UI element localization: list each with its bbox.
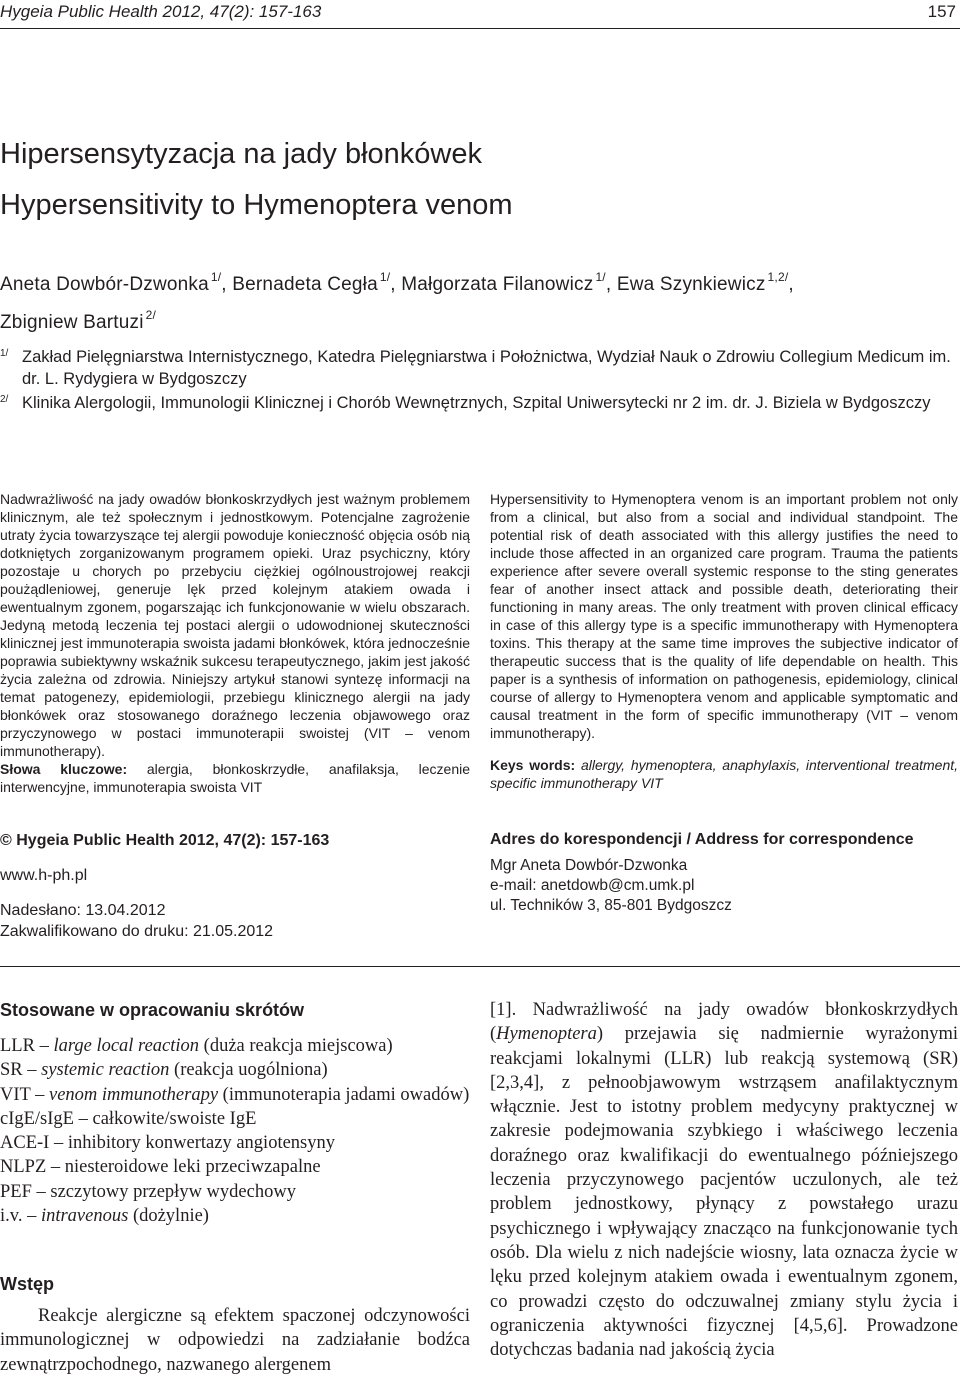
affiliation-text: Zakład Pielęgniarstwa Internistycznego, Katedra Pielęgniarstwa i Położnictwa, Wydział Nauk o Zdrowiu Collegium Medicum im. dr. L. Rydygiera w Bydgoszczy bbox=[22, 348, 951, 388]
correspondence-title: Adres do korespondencji / Address for correspondence bbox=[490, 831, 914, 848]
keywords-label: Keys words: bbox=[490, 757, 576, 773]
page-number: 157 bbox=[927, 2, 956, 21]
correspondence-email[interactable]: e-mail: anetdowb@cm.umk.pl bbox=[490, 877, 695, 894]
affiliation-2 bbox=[0, 392, 960, 414]
journal-website[interactable]: www.h-ph.pl bbox=[0, 867, 88, 884]
abbreviations-list bbox=[0, 1034, 470, 1228]
intro-text: Reakcje alergiczne są efektem spaczonej odczynowości immunologicznej w odpowiedzi na zadziałanie bodźca zewnątrzpochodnego, nazwanego alergenem bbox=[0, 1306, 470, 1375]
abstract-polish-text: Nadwrażliwość na jady owadów błonkoskrzydłych jest ważnym problemem klinicznym, ale też społecznym i jednostkowym. Potencjalne zagrożenie utraty życia towarzyszące tej alergii powoduje konieczność objęcia osób nią dotkniętych zorganizowanym programem opieki. Uraz psychiczny, który pozostaje u chorych po przebyciu ciężkiej ogólnoustrojowej reakcji poużądleniowej, generuje lęk przed kolejnym atakiem owada i ewentualnym zgonem, pogarszając ich funkcjonowanie w wielu obszarach. Jedyną metodą leczenia tej postaci alergii o udowodnionej skuteczności klinicznej jest immunoterapia swoista jadami błonkówek, która jednocześnie poprawia subiektywny wskaźnik sukcesu terapeutycznego, jakim jest jakość życia zależna od zdrowia. Niniejszy artykuł stanowi syntezę informacji na temat patogenezy, epidemiologii, przebiegu klinicznego alergii na jady błonkówek oraz stosowanego doraźnego leczenia objawowego oraz przyczynowego w postaci immunoterapii swoistej (VIT – venom immunotherapy). bbox=[0, 491, 470, 759]
keywords-polish bbox=[0, 760, 470, 796]
author-name: Małgorzata Filanowicz bbox=[401, 274, 594, 295]
affiliation-1 bbox=[0, 346, 960, 390]
article-title-polish: Hipersensytyzacja na jady błonkówek bbox=[0, 138, 482, 170]
body-text-right-column: [1]. Nadwrażliwość na jady owadów błonkoskrzydłych (Hymenoptera) przejawia się nadmiernie wyrażonymi reakcjami lokalnymi (LLR) lub reakcją systemową (SR) [2,3,4], z pełnoobjawowym wstrząsem anafilaktycznym włącznie. Jest to istotny problem medycyny praktycznej w zakresie podejmowania szybkiego i właściwego leczenia doraźnego oraz kwalifikacji do ewentualnego późniejszego leczenia przyczynowego pacjentów uczulonych, ale też problem jednostkowy, płynący z powstałego urazu psychicznego i wpływający znacząco na funkcjonowanie tych osób. Dla wielu z nich nadejście wiosny, lata oznacza życie w lęku przed kolejnym atakiem owada i ewentualnym zgonem, co prowadzi często do odczuwalnej zmiany stylu życia i ograniczenia aktywności fizycznej [4,5,6]. Prowadzone dotychczas badania nad jakością życia bbox=[490, 1000, 958, 1361]
keywords-label: Słowa kluczowe: bbox=[0, 761, 128, 777]
abbreviation-item: ACE-I – inhibitory konwertazy angiotensyny bbox=[0, 1133, 335, 1154]
abbreviation-item: SR – systemic reaction (reakcja uogólniona) bbox=[0, 1060, 328, 1081]
header-divider bbox=[0, 28, 960, 29]
correspondence-block bbox=[490, 830, 960, 916]
keywords-text: allergy, hymenoptera, anaphylaxis, interventional treatment, specific immunotherapy VIT bbox=[490, 757, 959, 791]
intro-heading: Wstęp bbox=[0, 1274, 54, 1294]
abbreviation-item: NLPZ – niesteroidowe leki przeciwzapalne bbox=[0, 1157, 321, 1178]
section-divider bbox=[0, 966, 960, 967]
author-name: Zbigniew Bartuzi bbox=[0, 312, 144, 333]
author-name: Ewa Szynkiewicz bbox=[616, 274, 766, 295]
affiliation-number: 2/ bbox=[0, 394, 9, 405]
abbreviation-item: LLR – large local reaction (duża reakcja miejscowa) bbox=[0, 1036, 393, 1056]
article-title-english: Hypersensitivity to Hymenoptera venom bbox=[0, 189, 513, 221]
correspondence-address: ul. Techników 3, 85-801 Bydgoszcz bbox=[490, 897, 732, 914]
abbreviations-title: Stosowane w opracowaniu skrótów bbox=[0, 1000, 305, 1020]
abbreviation-item: i.v. – intravenous (dożylnie) bbox=[0, 1206, 209, 1227]
submitted-date: Nadesłano: 13.04.2012 bbox=[0, 902, 166, 919]
author-list: Aneta Dowbór-Dzwonka $^{1/}$, Bernadeta Cegła $^{1/}$, Małgorzata Filanowicz $^{1/}$, Ewa Szynkiewicz $^{1,2/}$, Zbigniew Bartuzi $^{2/}$ bbox=[0, 270, 794, 333]
affiliation-text: Klinika Alergologii, Immunologii Klinicznej i Chorób Wewnętrznych, Szpital Uniwersytecki nr 2 im. dr. J. Biziela w Bydgoszczy bbox=[22, 394, 931, 412]
citation-journal: Hygeia Public Health 2012, 47(2): 157-163 bbox=[16, 832, 330, 849]
abstract-english-text: Hypersensitivity to Hymenoptera venom is an important problem not only from a clinical, but also from a social and individual standpoint. The potential risk of death associated with this allergy justifies the need to include those affected in an organized care program. Trauma the patients experience after severe overall systemic response to the sting generates fear of another insect attack and possible death, deteriorating their functioning in many areas. The only treatment with proven clinical efficacy in case of this allergy type is a specific immunotherapy with Hymenoptera toxins. This therapy at the same time improves the subjective indicator of therapeutic success that is the quality of life dependable on health. This paper is a synthesis of information on pathogenesis, epidemiology, clinical course of allergy to Hymenoptera venom and applicable symptomatic and causal treatment in the form of specific immunotherapy (VIT – venom immunotherapy). bbox=[490, 491, 958, 741]
citation-block bbox=[0, 830, 470, 942]
author-name: Bernadeta Cegła bbox=[232, 274, 378, 295]
abstract-polish bbox=[0, 490, 470, 796]
abbreviation-item: cIgE/sIgE – całkowite/swoiste IgE bbox=[0, 1108, 257, 1129]
copyright-icon: © bbox=[0, 832, 12, 849]
author-affiliation: 1/ bbox=[595, 270, 606, 284]
correspondence-name: Mgr Aneta Dowbór-Dzwonka bbox=[490, 857, 688, 874]
author-affiliation: 1/ bbox=[210, 270, 222, 284]
author-affiliation: 1/ bbox=[379, 270, 391, 284]
journal-header: Hygeia Public Health 2012, 47(2): 157-163 bbox=[0, 2, 322, 21]
author-affiliation: 1,2/ bbox=[767, 270, 789, 284]
author-name: Aneta Dowbór-Dzwonka bbox=[0, 274, 209, 295]
keywords-text: alergia, błonkoskrzydłe, anafilaksja, leczenie interwencyjne, immunoterapia swoista VIT bbox=[0, 761, 470, 795]
intro-paragraph bbox=[0, 1304, 470, 1377]
abbreviation-item: PEF – szczytowy przepływ wydechowy bbox=[0, 1181, 296, 1202]
keywords-english bbox=[490, 756, 958, 792]
accepted-date: Zakwalifikowano do druku: 21.05.2012 bbox=[0, 923, 274, 940]
affiliation-number: 1/ bbox=[0, 348, 9, 359]
abbreviation-item: VIT – venom immunotherapy (immunoterapia jadami owadów) bbox=[0, 1084, 470, 1105]
citation-title bbox=[0, 830, 470, 851]
abstract-english bbox=[490, 490, 958, 792]
author-affiliation: 2/ bbox=[145, 308, 157, 322]
